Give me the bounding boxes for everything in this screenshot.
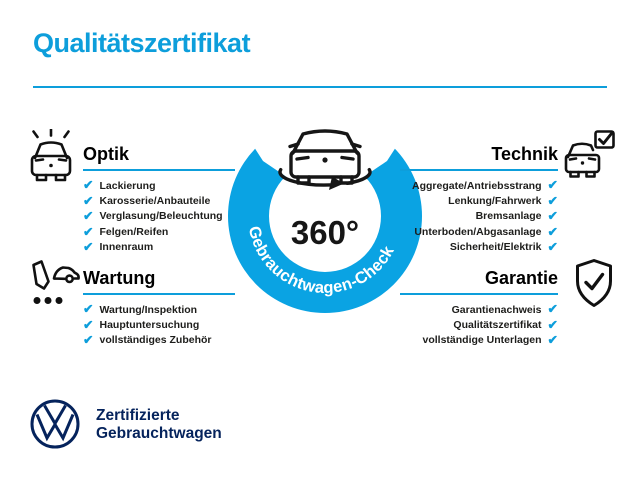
checklist (328, 302, 558, 348)
check-icon: ✔ (547, 209, 558, 224)
checklist (83, 302, 293, 348)
checklist-item (328, 224, 558, 239)
section-title-optik: Optik (83, 144, 130, 164)
check-icon: ✔ (83, 240, 94, 254)
dot-2 (45, 298, 50, 303)
check-icon: ✔ (547, 317, 558, 332)
checklist-item-label: Sicherheit/Elektrik (449, 241, 542, 254)
check-icon: ✔ (547, 224, 558, 239)
check-icon: ✔ (83, 224, 94, 239)
vw-logo-v (45, 406, 66, 424)
checklist-item-label: Lenkung/Fahrwerk (448, 195, 542, 208)
car-checkbox-icon (564, 130, 616, 180)
checklist-item (83, 209, 293, 224)
check-icon: ✔ (547, 302, 558, 317)
checklist-item-label: Bremsanlage (475, 210, 542, 223)
car-emblem-dot (49, 164, 53, 168)
check-icon: ✔ (83, 178, 94, 193)
checklist-item-label: Karosserie/Anbauteile (99, 195, 211, 208)
shield-check (586, 275, 603, 289)
checklist-item (328, 333, 558, 348)
checklist-item (83, 193, 293, 208)
checklist-item-label: Verglasung/Beleuchtung (99, 210, 223, 223)
page-title: Qualitätszertifikat (33, 28, 251, 58)
check-icon: ✔ (83, 302, 94, 317)
section-underline (400, 293, 558, 295)
vw-logo (29, 398, 81, 450)
checklist-item (83, 240, 293, 255)
car-wheel (66, 276, 72, 282)
checklist-item (328, 193, 558, 208)
check-icon: ✔ (83, 193, 94, 208)
checklist-item (328, 302, 558, 317)
checklist-item (83, 333, 293, 348)
checklist-item-label: Unterboden/Abgasanlage (414, 225, 542, 238)
checklist (328, 178, 558, 255)
car-front-shine-icon (26, 129, 76, 183)
checklist-item (83, 302, 293, 317)
check-icon: ✔ (547, 193, 558, 208)
check-icon: ✔ (547, 178, 558, 193)
checklist-item-label: Aggregate/Antriebsstrang (411, 179, 542, 192)
section-underline (83, 293, 235, 295)
checklist-item (328, 209, 558, 224)
check-icon: ✔ (83, 333, 94, 348)
checklist-item (328, 317, 558, 332)
check-icon: ✔ (83, 209, 94, 224)
checklist-item-label: Hauptuntersuchung (99, 319, 200, 332)
section-underline (400, 169, 558, 171)
shield-check-icon (572, 258, 616, 310)
checklist-item (328, 178, 558, 193)
checklist-item (83, 224, 293, 239)
checklist-item-label: Lackierung (99, 179, 156, 192)
checklist-item-label: Felgen/Reifen (99, 225, 169, 238)
brand-line-2: Gebrauchtwagen (96, 424, 222, 442)
degree-label: 360° (290, 214, 360, 251)
checklist-item (83, 317, 293, 332)
check-icon: ✔ (83, 317, 94, 332)
checklist-item-label: Garantienachweis (451, 303, 542, 316)
checklist-item (83, 178, 293, 193)
shine-rays (34, 130, 69, 138)
section-wartung (83, 267, 293, 348)
section-title-wartung: Wartung (83, 268, 156, 288)
checklist-item-label: vollständiges Zubehör (99, 334, 212, 347)
checklist-item-label: vollständige Unterlagen (422, 334, 542, 347)
ring-curved-label: Gebrauchtwagen-Check (244, 224, 398, 298)
checkbox-check (600, 134, 612, 144)
pencil (34, 262, 49, 289)
checklist-item (328, 240, 558, 255)
section-garantie (328, 267, 558, 348)
checklist-item-label: Wartung/Inspektion (99, 303, 198, 316)
section-technik (328, 143, 558, 255)
vw-logo-w (37, 415, 73, 439)
pencil-service-icon (24, 257, 80, 309)
check-icon: ✔ (547, 240, 558, 254)
checklist-item-label: Innenraum (99, 241, 154, 254)
car-emblem-dot (581, 161, 584, 164)
section-underline (83, 169, 235, 171)
section-title-technik: Technik (491, 144, 558, 164)
dot-3 (56, 298, 61, 303)
section-optik (83, 143, 293, 255)
car-emblem-dot (322, 157, 327, 162)
section-title-garantie: Garantie (484, 268, 558, 288)
check-icon: ✔ (547, 333, 558, 348)
checklist-item-label: Qualitätszertifikat (453, 319, 542, 332)
header-divider (33, 86, 607, 88)
brand-text (96, 407, 222, 442)
checklist (83, 178, 293, 255)
car-lights (570, 159, 595, 160)
car-lights (36, 160, 66, 161)
brand-line-1: Zertifizierte (96, 407, 180, 424)
dot-1 (34, 298, 39, 303)
